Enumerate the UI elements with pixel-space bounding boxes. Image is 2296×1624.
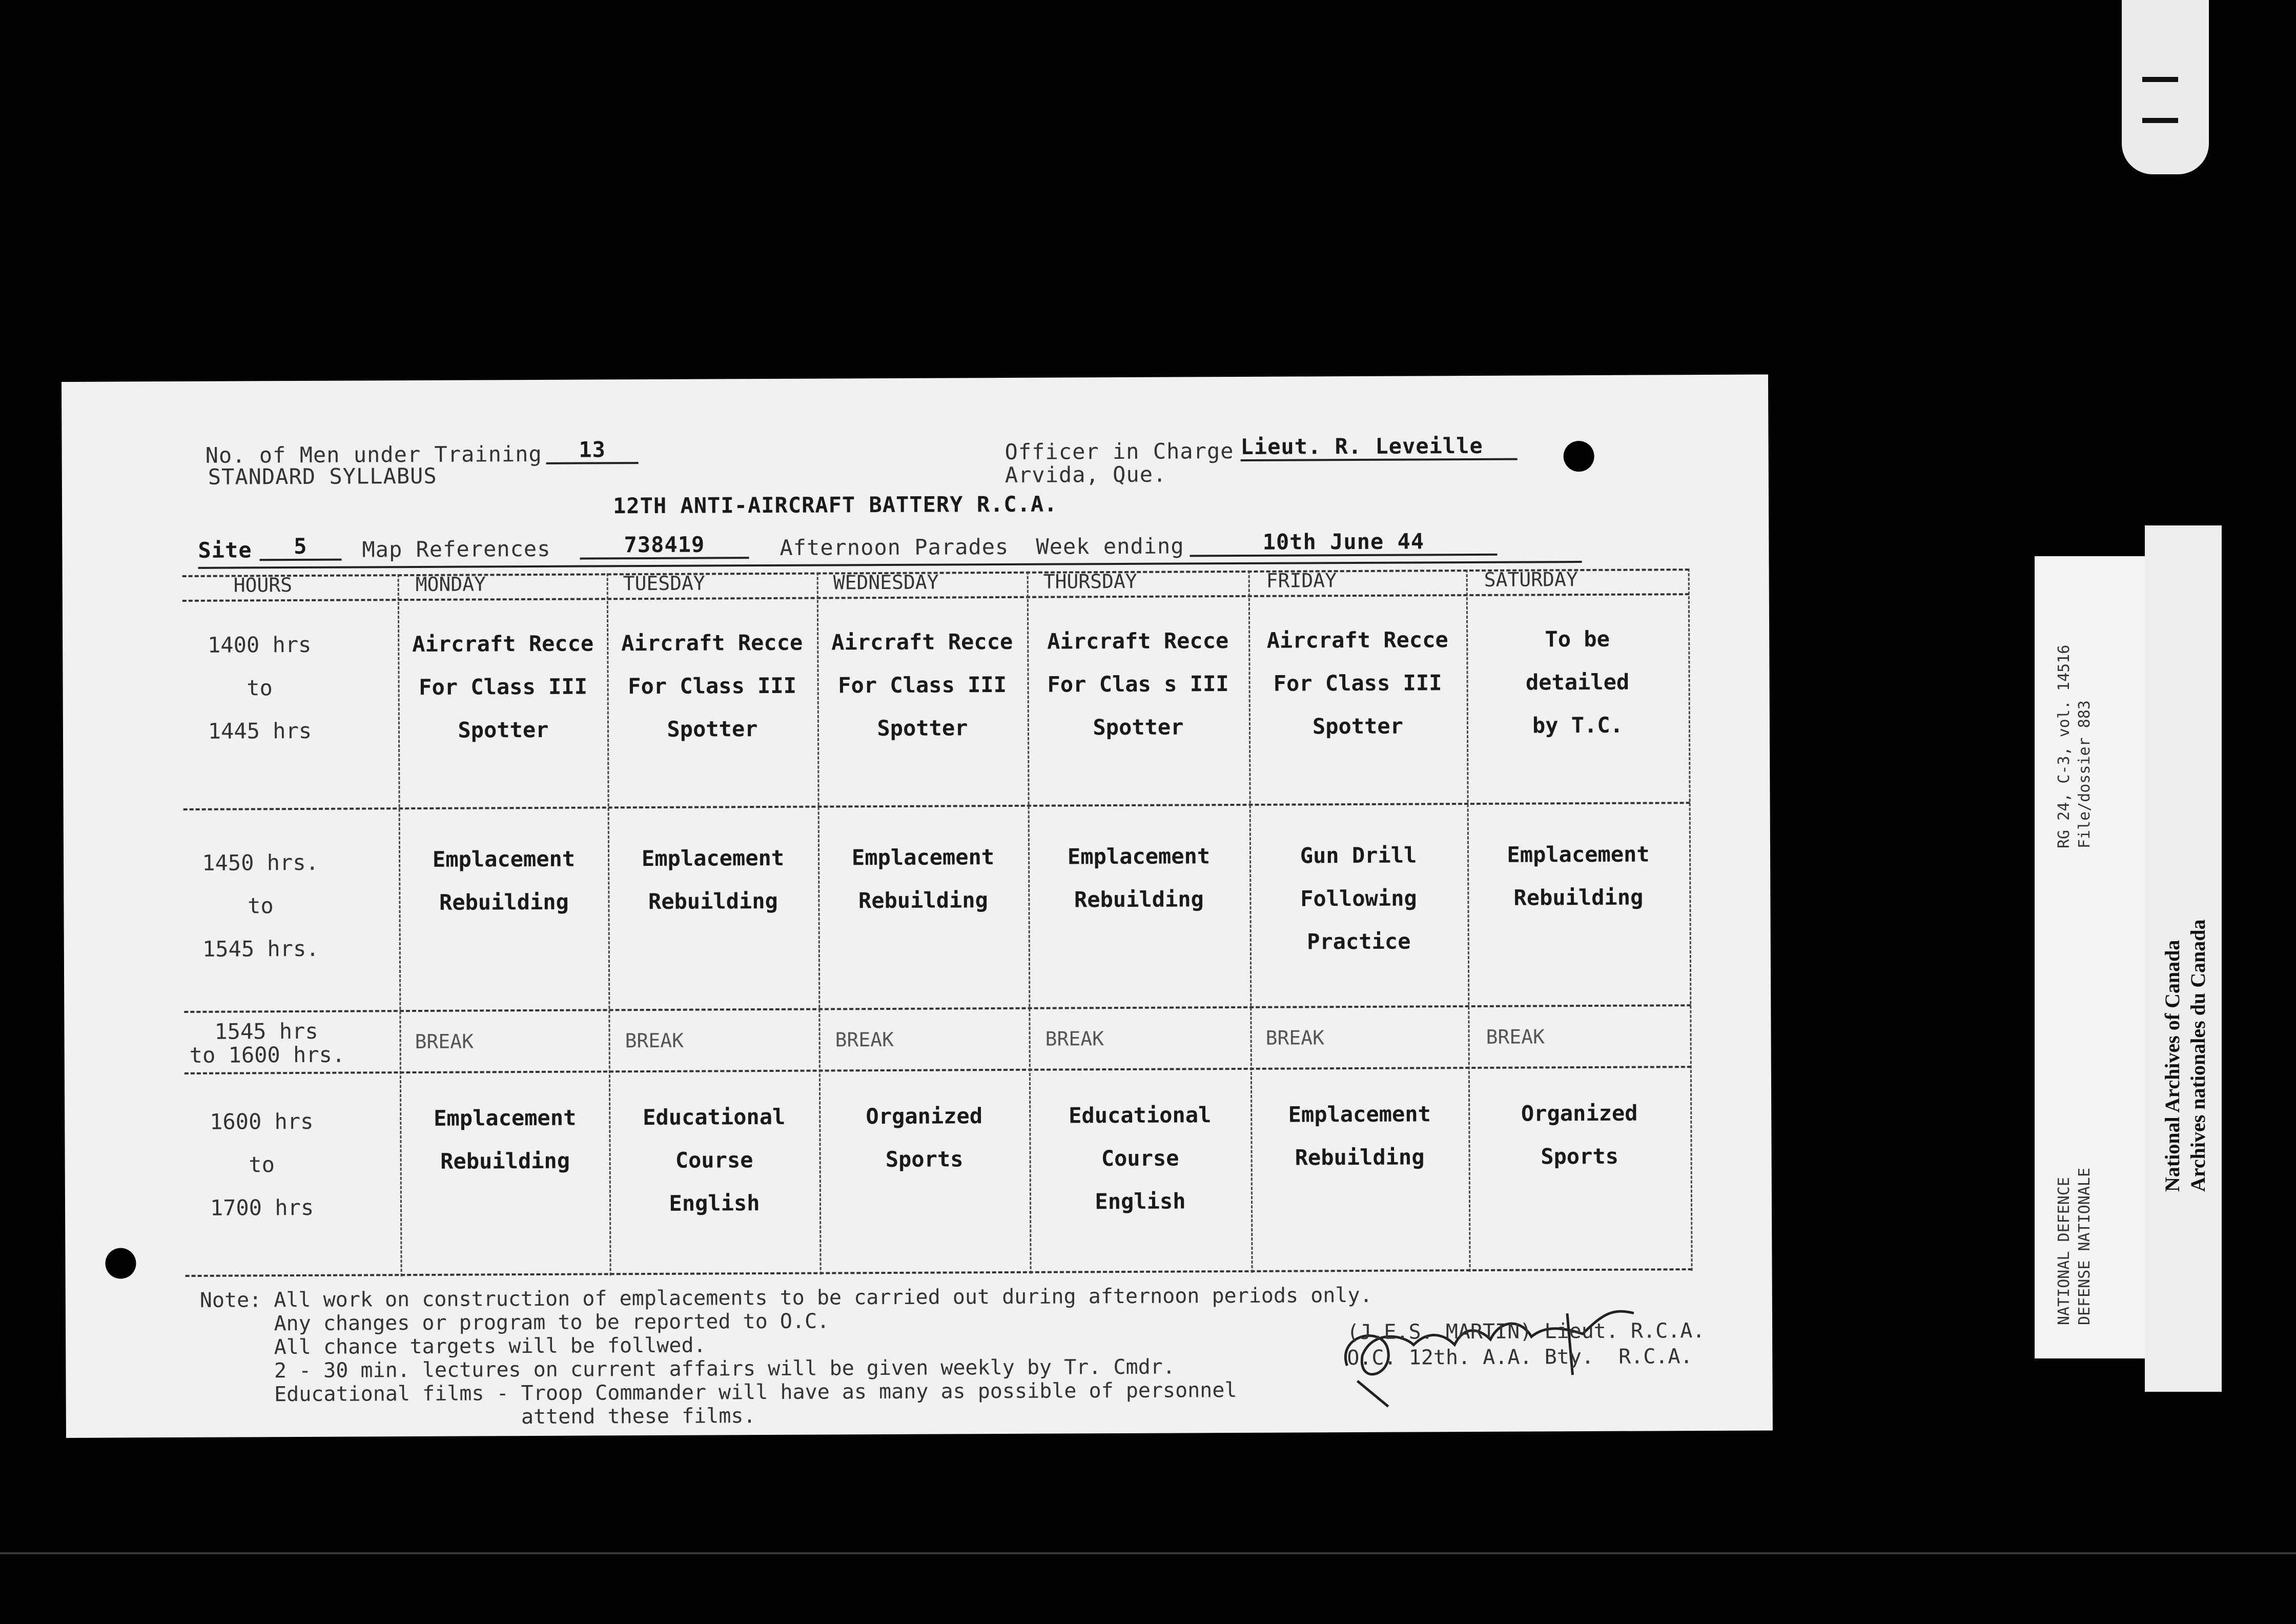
map-label: Map References [362,536,551,562]
column-header-thursday: THURSDAY [1043,570,1137,593]
schedule-cell: Aircraft Recce For Class III Spotter [621,630,803,742]
punch-hole [105,1248,136,1278]
break-cell: BREAK [1265,1026,1325,1049]
punch-hole [1564,441,1594,472]
site-label: Site [198,537,252,563]
hours-cell: 1400 hrs to 1445 hrs [207,632,312,744]
column-header-hours: HOURS [233,574,293,597]
schedule-cell: Aircraft Recce For Clas s III Spotter [1047,628,1229,740]
break-cell: BREAK [835,1028,894,1051]
week-label: Week ending [1036,533,1184,559]
schedule-cell: Aircraft Recce For Class III Spotter [831,628,1013,741]
archive-reference-label [2035,556,2145,1358]
officer-value: Lieut. R. Leveille [1240,433,1517,461]
archive-name-label [2145,525,2222,1392]
header-rule [198,561,1582,569]
archive-dept-fr: DEFENSE NATIONALE [2076,1167,2094,1325]
site-value: 5 [259,534,341,561]
officer-label: Officer in Charge [1004,438,1234,464]
location: Arvida, Que. [1004,461,1167,488]
column-header-tuesday: TUESDAY [623,572,705,595]
hours-cell: 1600 hrs to 1700 hrs [210,1108,314,1221]
signature-title: O.C. 12th. A.A. Bty. R.C.A. [1347,1345,1693,1370]
schedule-cell: Organized Sports [1521,1100,1638,1169]
signature-block [1347,1318,1705,1371]
schedule-cell: Aircraft Recce For Class III Spotter [1266,627,1448,739]
hours-cell: 1450 hrs. to 1545 hrs. [202,849,319,962]
column-header-saturday: SATURDAY [1484,568,1578,591]
schedule-cell: Emplacement Rebuilding [432,846,576,915]
hours-cell: 1545 hrs to 1600 hrs. [189,1018,345,1068]
signature-name: (J.E.S. MARTIN) Lieut. R.C.A. [1347,1319,1705,1345]
archive-ref-volume: RG 24, C-3, vol. 14516 [2055,644,2073,848]
column-header-friday: FRIDAY [1266,569,1337,592]
men-value: 13 [546,437,638,464]
schedule-cell: Emplacement Rebuilding [641,845,785,915]
archive-dept-en: NATIONAL DEFENCE [2055,1177,2073,1325]
schedule-cell: Emplacement Rebuilding [1288,1101,1431,1170]
schedule-cell: Gun Drill Following Practice [1300,842,1417,955]
break-cell: BREAK [1045,1027,1104,1050]
frame-marker [2122,0,2209,174]
archive-name-fr: Archives nationales du Canada [2186,919,2209,1192]
schedule-table [182,569,1692,1277]
column-header-wednesday: WEDNESDAY [833,571,939,594]
men-label: No. of Men under Training [205,441,542,468]
map-value: 738419 [580,532,749,559]
parades-label: Afternoon Parades [780,534,1009,560]
schedule-cell: Emplacement Rebuilding [1507,841,1650,910]
schedule-cell: Educational Course English [643,1104,786,1216]
break-cell: BREAK [625,1029,684,1052]
archive-ref-file: File/dossier 883 [2076,700,2094,848]
syllabus-label: STANDARD SYLLABUS [208,463,437,490]
schedule-cell: Emplacement Rebuilding [1067,843,1211,912]
column-header-monday: MONDAY [415,573,486,596]
schedule-cell: Aircraft Recce For Class III Spotter [412,631,594,743]
notes: Note: All work on construction of emplacements to be carried out during afternoon periods only. Any changes or program to be reported to O.C. All chance targets will be follwed. 2 - 30 min. lectures on current affairs will be given weekly by Tr. Cmdr. Educational films - Troop Commander will have as many as possible of personnel attend these films. [199,1283,1372,1430]
schedule-cell: To be detailed by T.C. [1525,626,1630,738]
battery-title: 12TH ANTI-AIRCRAFT BATTERY R.C.A. [612,491,1058,519]
week-value: 10th June 44 [1190,529,1497,557]
break-cell: BREAK [1486,1025,1545,1048]
document-sheet [61,374,1773,1438]
schedule-cell: Emplacement Rebuilding [851,844,995,914]
scan-edge-line [0,1552,2296,1554]
schedule-cell: Organized Sports [866,1103,983,1172]
schedule-cell: Educational Course English [1069,1102,1212,1214]
break-cell: BREAK [415,1030,474,1053]
schedule-cell: Emplacement Rebuilding [434,1105,577,1174]
archive-name-en: National Archives of Canada [2161,940,2184,1192]
